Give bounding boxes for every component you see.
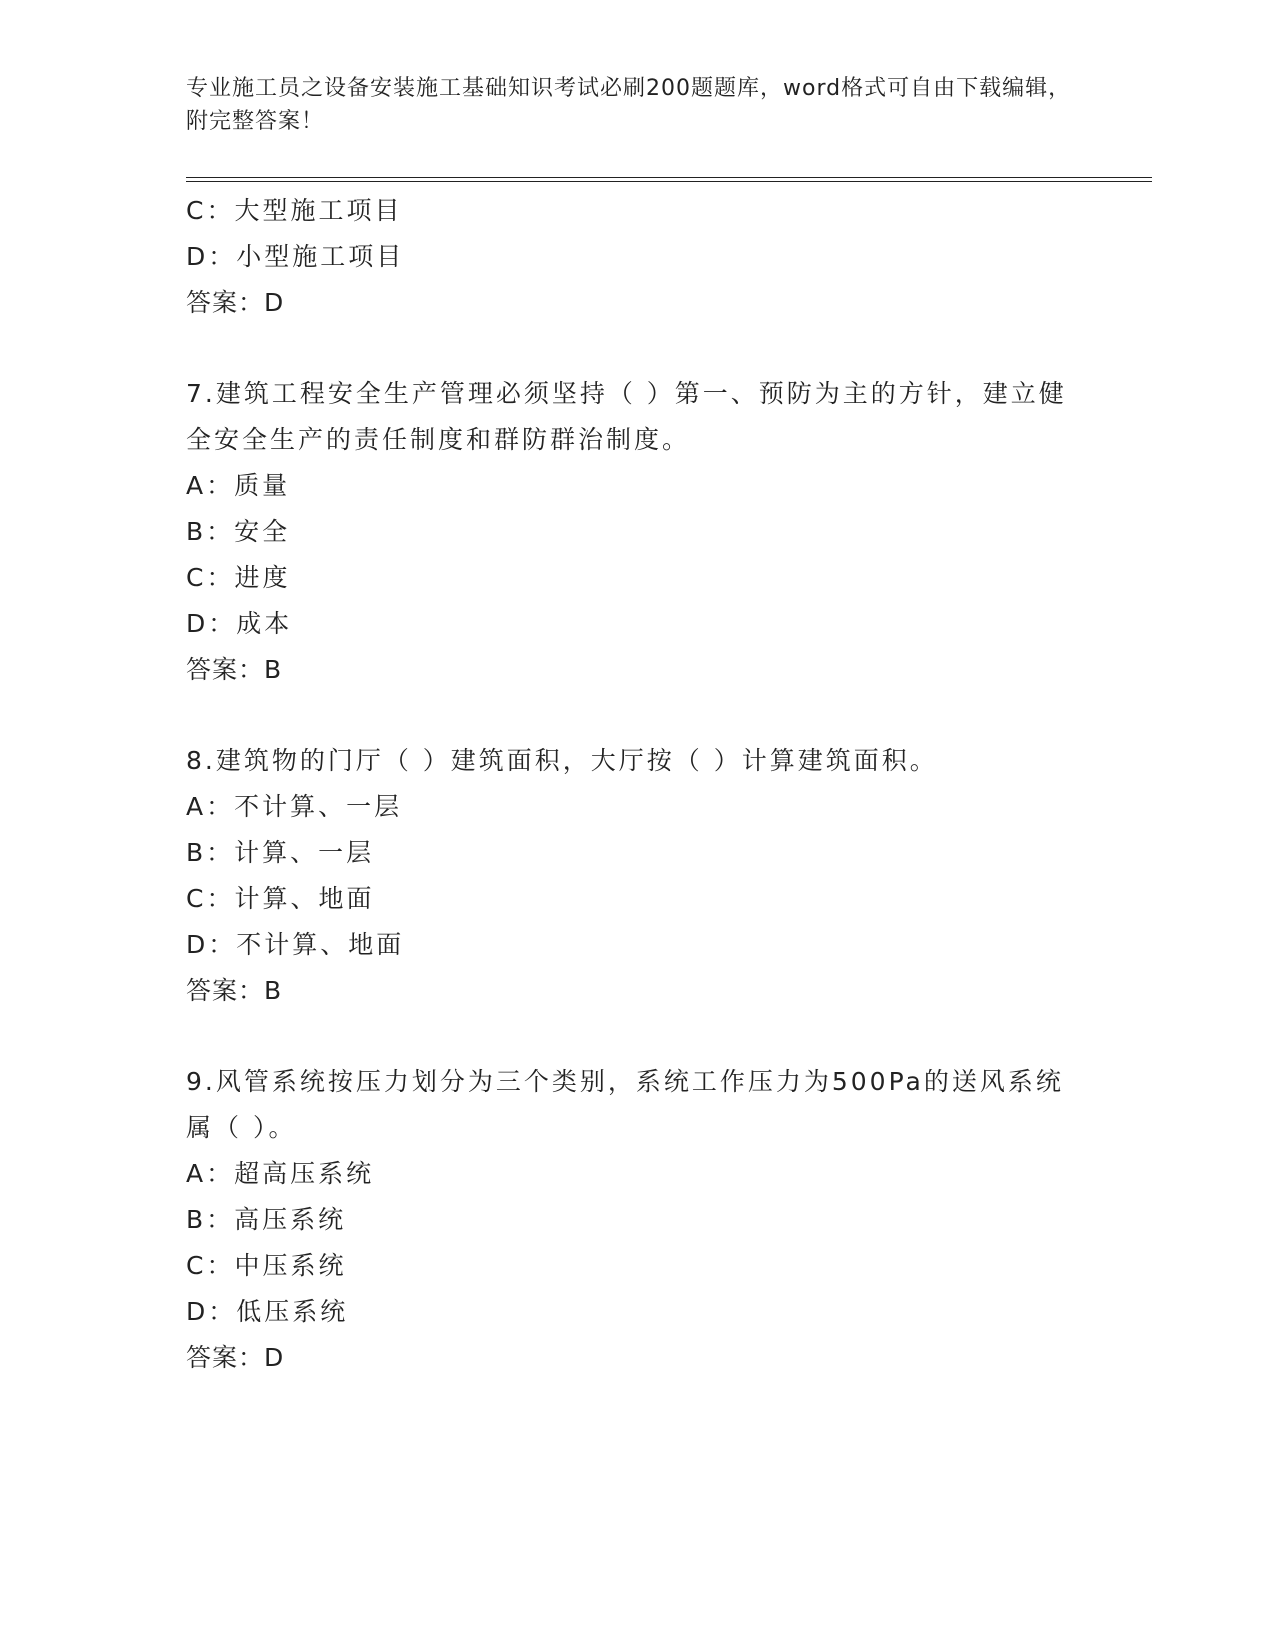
option-d: D：不计算、地面	[186, 930, 405, 959]
document-header	[186, 72, 1086, 138]
header-divider-top	[186, 177, 1152, 178]
option-a: A：不计算、一层	[186, 792, 403, 821]
question-stem: 9.风管系统按压力划分为三个类别，系统工作压力为500Pa的送风系统属（ ）。	[186, 1067, 1064, 1142]
option-b: B：高压系统	[186, 1205, 347, 1234]
option-c: C：中压系统	[186, 1251, 347, 1280]
question-stem: 8.建筑物的门厅（ ）建筑面积，大厅按（ ）计算建筑面积。	[186, 746, 938, 775]
answer-line: 答案：D	[186, 1343, 285, 1372]
answer-line: 答案：D	[186, 288, 285, 317]
option-b: B：安全	[186, 517, 291, 546]
option-c: C：计算、地面	[186, 884, 375, 913]
option-d: D：低压系统	[186, 1297, 349, 1326]
question-8	[186, 738, 1086, 1014]
document-title: 专业施工员之设备安装施工基础知识考试必刷200题题库，word格式可自由下载编辑，附完整答案！	[186, 76, 1072, 134]
answer-line: 答案：B	[186, 976, 283, 1005]
answer-line: 答案：B	[186, 655, 283, 684]
question-fragment	[186, 188, 1086, 326]
option-c: C：大型施工项目	[186, 196, 403, 225]
question-7	[186, 371, 1086, 693]
option-b: B：计算、一层	[186, 838, 375, 867]
option-a: A：超高压系统	[186, 1159, 375, 1188]
spacer	[186, 326, 1086, 371]
question-stem: 7.建筑工程安全生产管理必须坚持（ ）第一、预防为主的方针，建立健全安全生产的责任制度和群防群治制度。	[186, 379, 1067, 454]
spacer	[186, 1014, 1086, 1059]
header-divider-bottom	[186, 181, 1152, 182]
spacer	[186, 693, 1086, 738]
option-a: A：质量	[186, 471, 291, 500]
option-d: D：成本	[186, 609, 293, 638]
option-c: C：进度	[186, 563, 291, 592]
question-9	[186, 1059, 1086, 1381]
question-content	[186, 188, 1086, 1381]
option-d: D：小型施工项目	[186, 242, 405, 271]
